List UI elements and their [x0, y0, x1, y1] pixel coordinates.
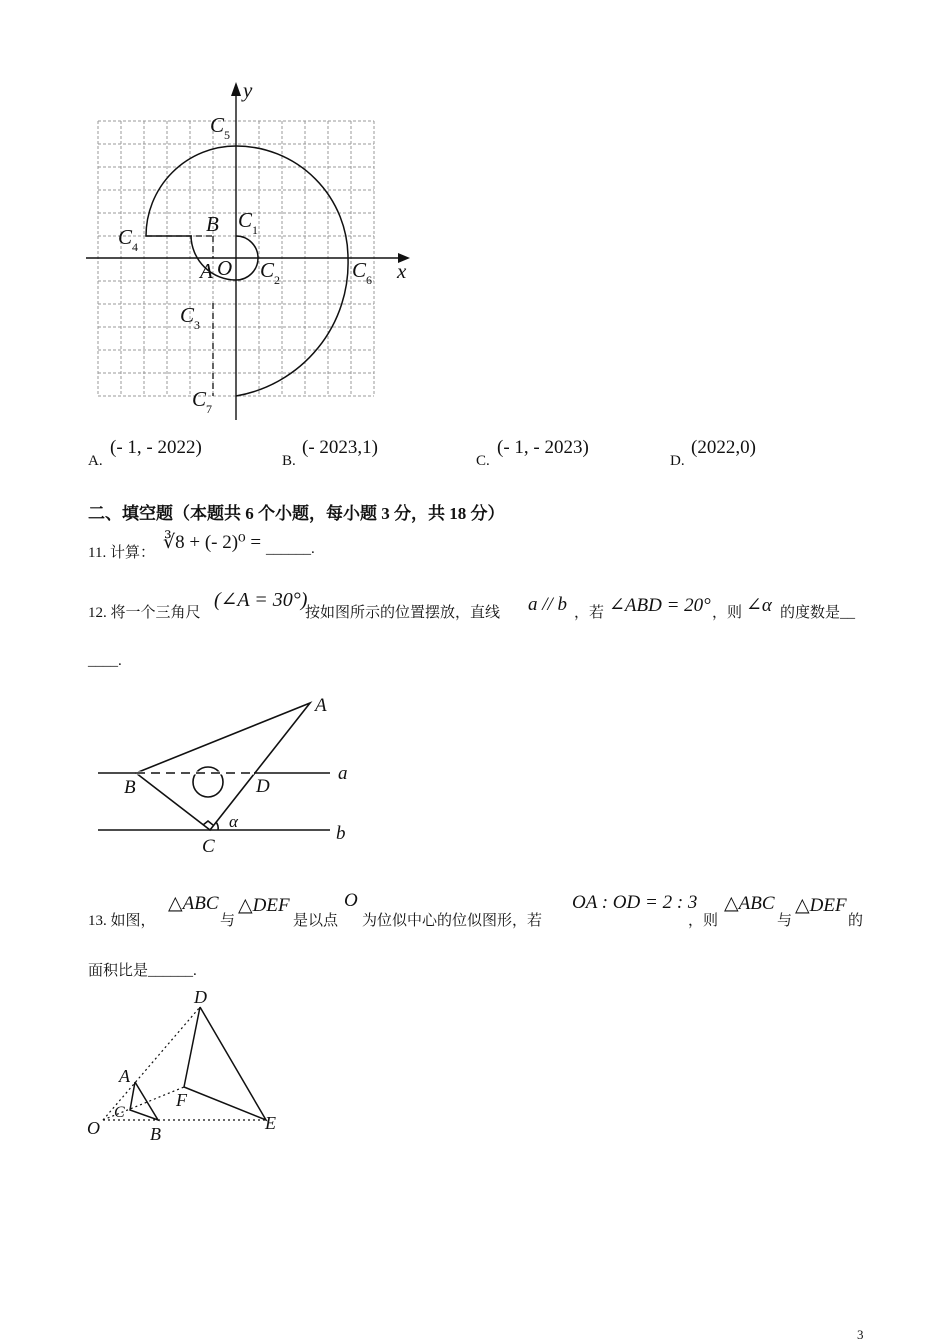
triangle-def: [184, 1007, 266, 1120]
svg-text:F: F: [176, 1090, 187, 1110]
q12-text-4: 的度数是__: [780, 605, 856, 621]
svg-text:b: b: [336, 823, 346, 844]
q12-text-1: 按如图所示的位置摆放，直线: [305, 605, 501, 621]
option-a-letter: A.: [88, 453, 103, 469]
option-a-value: (- 1, - 2022): [110, 437, 202, 458]
q12-angle-abd: ∠ABD = 20°: [609, 595, 711, 616]
q13-tri-abc: △ABC: [168, 893, 219, 914]
page-number: 3: [857, 1327, 864, 1342]
q13-ratio: OA : OD = 2 : 3: [572, 892, 698, 913]
q11-label: 11. 计算：: [88, 545, 155, 561]
q12-alpha: ∠α: [746, 595, 772, 616]
svg-text:C: C: [114, 1104, 125, 1121]
svg-text:y: y: [243, 78, 253, 102]
option-b-value: (- 2023,1): [302, 437, 378, 458]
svg-text:C1: $C_1$: [238, 208, 259, 237]
q13-tri-def: △DEF: [238, 895, 290, 916]
q12-parallel: a // b: [528, 594, 568, 615]
q13-text-1: 是以点: [293, 913, 339, 929]
triangle-abc: [130, 1082, 158, 1120]
svg-text:D: D: [194, 987, 207, 1007]
q12-continuation: ____.: [88, 653, 122, 669]
q13-text-3: ，则: [688, 913, 719, 929]
svg-text:C2: $C_2$: [260, 258, 281, 287]
svg-text:α: α: [229, 812, 238, 831]
option-d-value: (2022,0): [691, 437, 756, 458]
svg-text:A: A: [200, 259, 213, 283]
section-header: 二、填空题（本题共 6 个小题，每小题 3 分，共 18 分）: [88, 504, 505, 523]
q13-point-o: O: [344, 890, 358, 911]
q13-tri-abc-2: △ABC: [724, 893, 775, 914]
svg-text:C4: $C_4$: [118, 225, 139, 254]
svg-text:O: O: [217, 256, 233, 280]
svg-text:E: E: [265, 1113, 276, 1133]
q11-blank: ______.: [266, 541, 315, 557]
svg-text:C7: $C_7$: [192, 387, 213, 416]
svg-text:C6: $C_6$: [352, 258, 373, 287]
option-d-letter: D.: [670, 453, 685, 469]
svg-text:C: C: [202, 836, 215, 857]
svg-text:a: a: [338, 763, 348, 784]
q13-text-2: 为位似中心的位似图形，若: [362, 913, 543, 929]
svg-text:C5: $C_5$: [210, 113, 231, 142]
q13-and-2: 与: [777, 913, 793, 929]
option-b-letter: B.: [282, 453, 296, 469]
svg-text:A: A: [315, 695, 327, 716]
q12-text-2: ，若: [574, 605, 605, 621]
svg-text:C3: $C_3$: [180, 303, 201, 332]
svg-text:B: B: [206, 212, 219, 236]
q12-angle-a: (∠A = 30°): [214, 589, 308, 611]
svg-text:B: B: [150, 1124, 161, 1144]
svg-text:x: x: [397, 259, 407, 283]
q13-label: 13. 如图，: [88, 913, 156, 929]
option-c-value: (- 1, - 2023): [497, 437, 589, 458]
q11-expression: ∛8 + (- 2)⁰ =: [163, 532, 262, 553]
option-c-letter: C.: [476, 453, 490, 469]
svg-text:A: A: [119, 1066, 130, 1086]
svg-text:D: D: [256, 776, 270, 797]
q13-tri-def-2: △DEF: [795, 895, 847, 916]
q12-text-3: ，则: [712, 605, 743, 621]
q13-continuation: 面积比是______.: [88, 963, 197, 979]
q12-label: 12. 将一个三角尺: [88, 605, 201, 621]
homothety-figure: [0, 0, 320, 1150]
q13-text-4: 的: [848, 913, 864, 929]
svg-text:B: B: [124, 777, 136, 798]
svg-text:O: O: [87, 1118, 100, 1138]
q13-and-1: 与: [220, 913, 236, 929]
